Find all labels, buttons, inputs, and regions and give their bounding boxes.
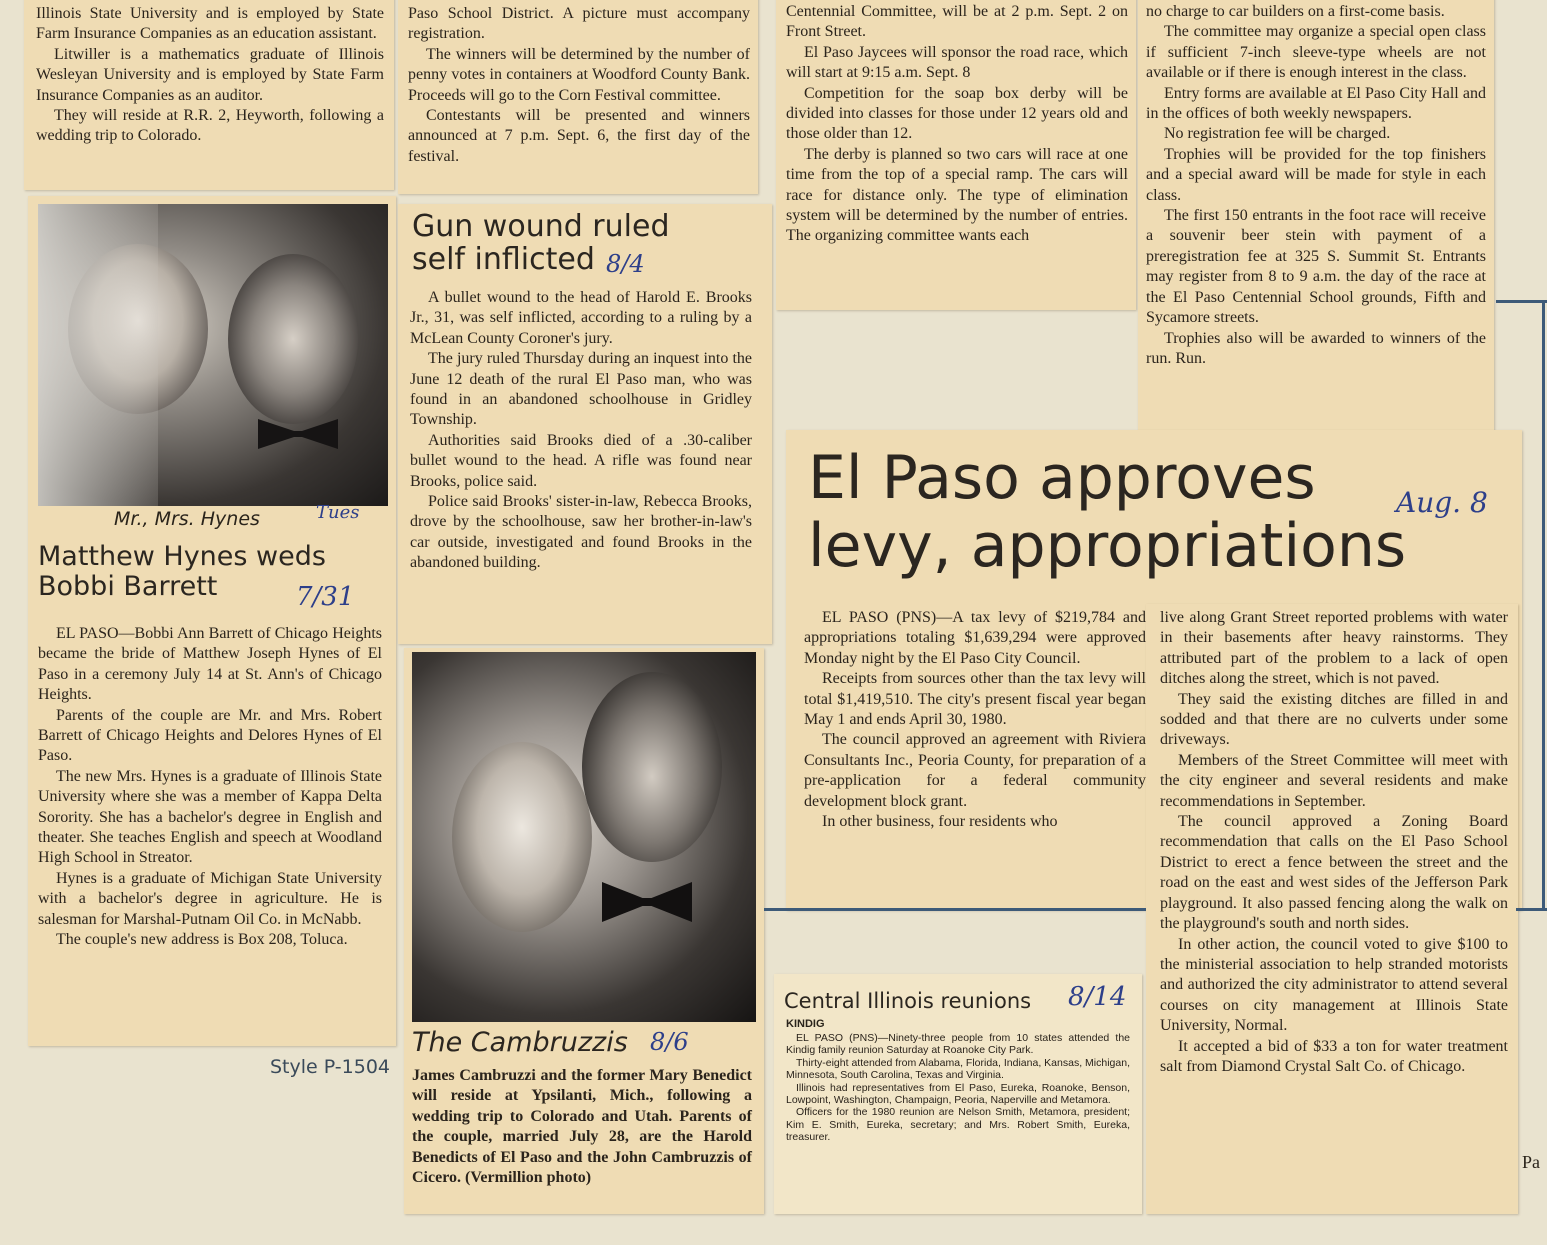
paragraph: live along Grant Street reported problems with water in their basements after heavy rainstorms. They attributed part of the problem to a lack of open ditches along the street, which is not paved. bbox=[1160, 609, 1508, 688]
paragraph: El Paso Jaycees will sponsor the road race, which will start at 9:15 a.m. Sept. 8 bbox=[786, 43, 1128, 82]
paragraph: Litwiller is a mathematics graduate of Illinois Wesleyan University and is employed by State Farm Insurance Companies as an auditor. bbox=[36, 45, 384, 104]
paragraph: They will reside at R.R. 2, Heyworth, following a wedding trip to Colorado. bbox=[36, 107, 384, 145]
festival-continuation-clipping bbox=[398, 0, 758, 194]
hynes-article-text bbox=[38, 624, 382, 951]
paragraph: EL PASO (PNS)—A tax levy of $219,784 and appropriations totaling $1,639,294 were approved Monday night by the El Paso City Council. bbox=[804, 609, 1146, 667]
paragraph: The first 150 entrants in the foot race will receive a souvenir beer stein with payment of a preregistration fee at 325 S. Summit St. Entrants may register from 8 to 9 a.m. the day of the race at the El Paso Centennial School grounds, Fifth and Sycamore streets. bbox=[1146, 207, 1486, 327]
cambruzzi-clipping bbox=[404, 648, 764, 1214]
paragraph: The committee may organize a special open class if sufficient 7-inch sleeve-type wheels are not available or if there is enough interest in the class. bbox=[1146, 23, 1486, 82]
levy-headline bbox=[808, 444, 1406, 580]
reunions-clipping bbox=[774, 974, 1142, 1214]
derby-continuation-text bbox=[786, 2, 1128, 247]
headline-line: Gun wound ruled bbox=[412, 209, 670, 244]
paragraph: Receipts from sources other than the tax levy will total $1,419,510. The city's present fiscal year began May 1 and ends April 30, 1980. bbox=[804, 670, 1146, 729]
paragraph: The derby is planned so two cars will race at one time from the top of a special ramp. The cars will race for distance only. The type of elimination system will be determined by the number of entries. The organizing committee wants each bbox=[786, 145, 1128, 245]
paragraph: The couple's new address is Box 208, Toluca. bbox=[56, 931, 348, 949]
paragraph: They said the existing ditches are filled in and sodded and that there are no culverts under some driveways. bbox=[1160, 690, 1508, 749]
paragraph: The new Mrs. Hynes is a graduate of Illinois State University where she was a member of Kappa Delta Sorority. She has a bachelor's degree in English and theater. She teaches English and speech at Woodland High School in Streator. bbox=[38, 767, 382, 867]
hynes-wedding-clipping bbox=[28, 196, 396, 1046]
reunions-subhead: KINDIG bbox=[786, 1018, 825, 1030]
cambruzzi-couple-photo bbox=[412, 652, 756, 1022]
paragraph: It accepted a bid of $33 a ton for water treatment salt from Diamond Crystal Salt Co. of Chicago. bbox=[1160, 1037, 1508, 1075]
paragraph: Paso School District. A picture must accompany registration. bbox=[408, 5, 750, 43]
paragraph: Members of the Street Committee will meet with the city engineer and several residents and make recommendations in September. bbox=[1160, 751, 1508, 810]
wedding-continuation-clipping bbox=[24, 0, 394, 190]
paragraph: Hynes is a graduate of Michigan State University with a bachelor's degree in agriculture. He is salesman for Marshal-Putnam Oil Co. in McNabb. bbox=[38, 869, 382, 928]
paragraph: Police said Brooks' sister-in-law, Rebecca Brooks, drove by the schoolhouse, saw her brother-in-law's car outside, investigated and found Brooks in the abandoned building. bbox=[410, 493, 752, 572]
handwritten-date: 8/14 bbox=[1068, 982, 1127, 1012]
paragraph: A bullet wound to the head of Harold E. Brooks Jr., 31, was self inflicted, according to a ruling by a McLean County Coroner's jury. bbox=[410, 289, 752, 347]
handwritten-date: 8/4 bbox=[606, 250, 645, 278]
paragraph: Illinois had representatives from El Paso, Eureka, Roanoke, Benson, Lowpoint, Washington, Champaign, Peoria, Naperville and Metamora. bbox=[786, 1081, 1130, 1107]
bride-figure bbox=[452, 742, 592, 932]
paragraph: In other action, the council voted to give $100 to the ministerial association to help stranded motorists and authorized the city administrator to attend several courses on city management at Illinois State University, Normal. bbox=[1160, 935, 1508, 1035]
cambruzzi-headline: The Cambruzzis bbox=[412, 1027, 628, 1058]
handwritten-date: 7/31 bbox=[296, 582, 355, 612]
gun-wound-clipping bbox=[398, 204, 772, 644]
paragraph: Competition for the soap box derby will be divided into classes for those under 12 years old and those older than 12. bbox=[786, 84, 1128, 143]
levy-column-2 bbox=[1160, 608, 1508, 1077]
right-edge-bracket bbox=[1496, 290, 1547, 920]
levy-column-1 bbox=[804, 608, 1146, 832]
reunions-text bbox=[786, 1032, 1130, 1144]
paragraph: Trophies also will be awarded to winners of the run. Run. bbox=[1146, 329, 1486, 367]
paragraph: EL PASO (PNS)—Ninety-three people from 10 states attended the Kindig family reunion Saturday at Roanoke City Park. bbox=[786, 1032, 1130, 1057]
headline-line: Matthew Hynes weds bbox=[38, 541, 326, 572]
paragraph: EL PASO—Bobbi Ann Barrett of Chicago Heights became the bride of Matthew Joseph Hynes of El Paso in a ceremony July 14 at St. Ann's of Chicago Heights. bbox=[38, 625, 382, 704]
groom-figure bbox=[582, 672, 722, 862]
hynes-headline bbox=[38, 542, 326, 601]
paragraph: Illinois State University and is employed by State Farm Insurance Companies as an education assistant. bbox=[36, 5, 384, 43]
groom-figure bbox=[228, 254, 358, 424]
paragraph: Parents of the couple are Mr. and Mrs. Robert Barrett of Chicago Heights and Delores Hynes of El Paso. bbox=[38, 706, 382, 765]
paragraph: Thirty-eight attended from Alabama, Florida, Indiana, Kansas, Michigan, Minnesota, South Carolina, Texas and Virginia. bbox=[786, 1056, 1130, 1082]
paragraph: Authorities said Brooks died of a .30-caliber bullet wound to the head. A rifle was found near Brooks, police said. bbox=[410, 431, 752, 490]
veil-shape bbox=[38, 204, 158, 506]
derby-continuation-clipping bbox=[776, 0, 1136, 310]
paragraph: Entry forms are available at El Paso City Hall and in the offices of both weekly newspapers. bbox=[1146, 84, 1486, 123]
derby-right-clipping bbox=[1138, 0, 1494, 460]
paragraph: Officers for the 1980 reunion are Nelson Smith, Metamora, president; Kim E. Smith, Eureka, secretary; and Mrs. Robert Smith, Eureka, treasurer. bbox=[786, 1106, 1130, 1144]
paragraph: No registration fee will be charged. bbox=[1164, 125, 1391, 143]
paragraph: The council approved a Zoning Board recommendation that calls on the El Paso School District to erect a fence between the street and the road on the east and west sides of the Jefferson Park playground. It also passed fencing along the walk on the playground's south and north sides. bbox=[1160, 813, 1508, 933]
paragraph: The winners will be determined by the number of penny votes in containers at Woodford County Bank. Proceeds will go to the Corn Festival committee. bbox=[408, 45, 750, 104]
headline-line: El Paso approves bbox=[808, 443, 1316, 513]
edge-fragment-text: Pa bbox=[1522, 1152, 1540, 1172]
reunions-headline: Central Illinois reunions bbox=[784, 989, 1032, 1013]
hynes-couple-photo bbox=[38, 204, 388, 506]
paragraph: Contestants will be presented and winners announced at 7 p.m. Sept. 6, the first day of the festival. bbox=[408, 107, 750, 165]
paragraph: The council approved an agreement with Riviera Consultants Inc., Peoria County, for preparation of a pre-application for a federal community development block grant. bbox=[804, 731, 1146, 810]
paragraph: Centennial Committee, will be at 2 p.m. Sept. 2 on Front Street. bbox=[786, 3, 1128, 41]
derby-right-text bbox=[1146, 2, 1486, 369]
handwritten-date: Aug. 8 bbox=[1396, 486, 1488, 519]
festival-continuation-text bbox=[408, 4, 750, 167]
photo-caption: Mr., Mrs. Hynes bbox=[114, 508, 260, 530]
divider-line bbox=[764, 908, 1146, 911]
handwritten-day: Tues bbox=[316, 502, 360, 523]
paragraph: The jury ruled Thursday during an inquest into the June 12 death of the rural El Paso man, who was found in an abandoned schoolhouse in Gridley Township. bbox=[410, 350, 752, 429]
paragraph: Trophies will be provided for the top finishers and a special award will be made for style in each class. bbox=[1146, 145, 1486, 204]
bow-tie bbox=[602, 882, 692, 922]
gun-article-text bbox=[410, 288, 752, 574]
paragraph: In other business, four residents who bbox=[822, 813, 1058, 831]
wedding-continuation-text bbox=[36, 4, 384, 147]
paragraph: no charge to car builders on a first-come basis. bbox=[1146, 3, 1445, 20]
headline-line: Bobbi Barrett bbox=[38, 570, 218, 602]
headline-line: self inflicted bbox=[412, 242, 595, 277]
style-label: Style P-1504 bbox=[270, 1056, 391, 1078]
handwritten-date: 8/6 bbox=[650, 1028, 689, 1056]
cambruzzi-caption: James Cambruzzi and the former Mary Benedict will reside at Ypsilanti, Mich., following a wedding trip to Colorado and Utah. Parents of the couple, married July 28, are the Harold Benedicts of El Paso and the John Cambruzzis of Cicero. (Vermillion photo) bbox=[412, 1067, 752, 1187]
levy-column-2-clipping bbox=[1146, 604, 1518, 1214]
headline-line: levy, appropriations bbox=[808, 511, 1407, 581]
